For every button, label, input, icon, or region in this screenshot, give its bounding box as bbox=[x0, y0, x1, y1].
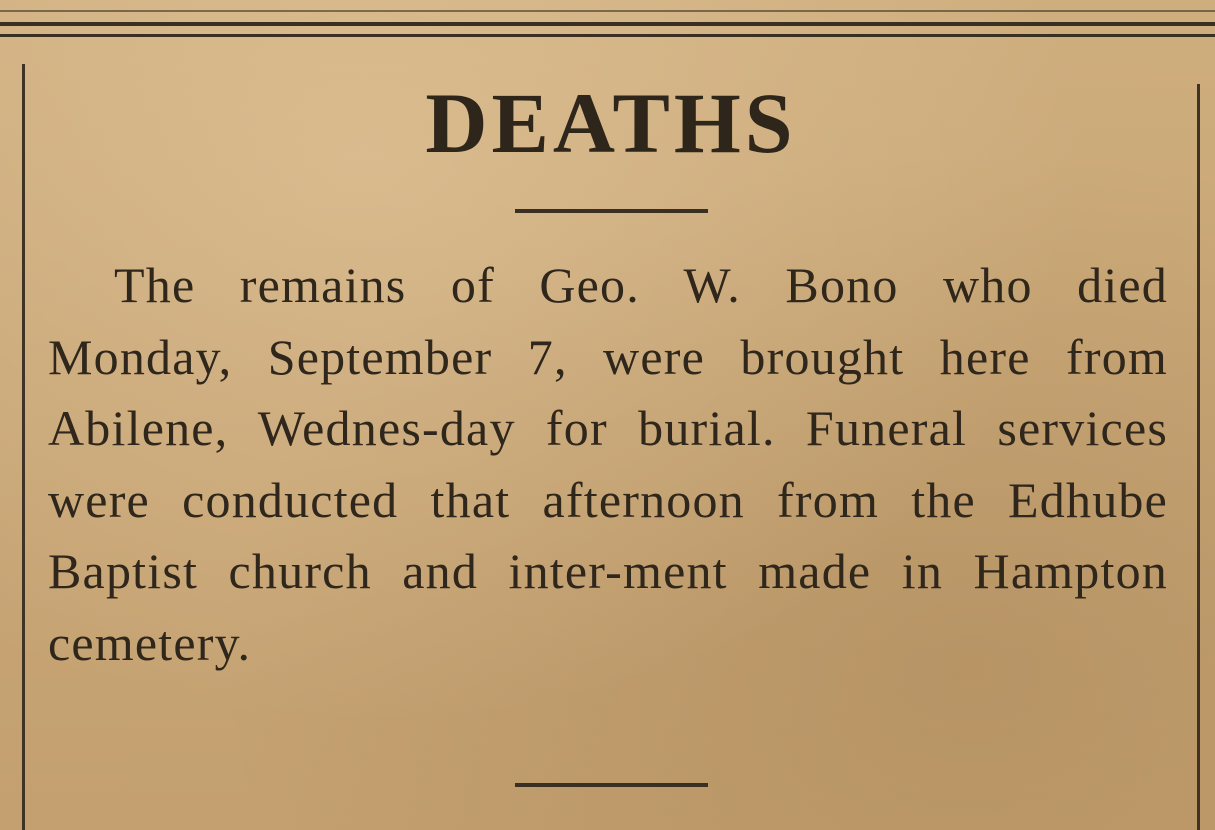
cut-off-previous-article bbox=[0, 0, 1215, 12]
cut-off-text-fragment bbox=[0, 0, 1215, 12]
end-divider bbox=[515, 783, 708, 787]
obituary-text: The remains of Geo. W. Bono who died Monday, September 7, were brought here from Abilene, Wednes-day for burial. Funeral services were conducted that afternoon from the Edhube Baptist church and inter-ment made in Hampton cemetery. bbox=[48, 257, 1168, 671]
top-double-rule-upper bbox=[0, 22, 1215, 26]
section-heading: DEATHS bbox=[425, 75, 797, 171]
heading-divider bbox=[515, 209, 708, 213]
top-double-rule-lower bbox=[0, 34, 1215, 37]
column-border-right bbox=[1197, 84, 1200, 830]
column-border-left bbox=[22, 64, 25, 830]
